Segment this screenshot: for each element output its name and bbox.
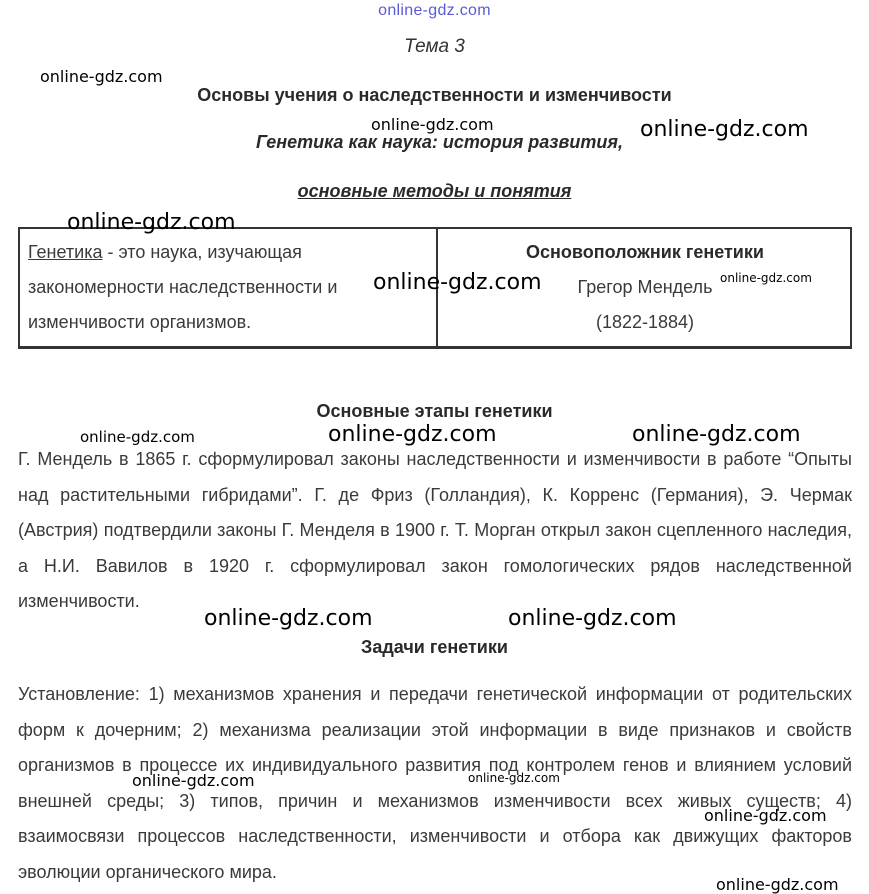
watermark: online-gdz.com xyxy=(468,771,560,785)
watermark: online-gdz.com xyxy=(508,606,677,631)
founder-years: (1822-1884) xyxy=(595,312,695,332)
watermark: online-gdz.com xyxy=(720,271,812,285)
watermark: online-gdz.com xyxy=(67,210,236,235)
watermark: online-gdz.com xyxy=(640,117,809,142)
watermark: online-gdz.com xyxy=(80,428,195,446)
watermark: online-gdz.com xyxy=(371,115,494,134)
definition-line-3: изменчивости организмов. xyxy=(28,312,252,332)
stages-paragraph: Г. Мендель в 1865 г. сформулировал законы наследственности и изменчивости в работе “Опыты над растительными гибридами”. Г. де Фриз (Голландия), К. Корренс (Германия), Э. Чермак (Австрия) подтвердили законы Г. Менделя в 1900 г. Т. Морган открыл закон сцепленного наследия, а Н.И. Вавилов в 1920 г. сформулировал закон гомологических рядов наследственной изменчивости. xyxy=(18,449,852,611)
founder-name: Грегор Мендель xyxy=(577,277,713,297)
watermark: online-gdz.com xyxy=(704,806,827,825)
stages-heading: Основные этапы генетики xyxy=(316,401,553,421)
subtitle-history-text: Генетика как наука: история развития, xyxy=(256,132,623,152)
definition-term: Генетика xyxy=(28,242,103,262)
tasks-paragraph: Установление: 1) механизмов хранения и передачи генетической информации от родительских форм к дочерним; 2) механизма реализации этой информации в виде признаков и свойств организмов в процессе их индивидуального развития под контролем генов и влиянием условий внешней среды; 3) типов, причин и механизмов изменчивости всех живых существ; 4) взаимосвязи процессов наследственности, изменчивости и отбора как движущих факторов эволюции органического мира. xyxy=(18,684,852,882)
page-title: Основы учения о наследственности и изменчивости xyxy=(197,85,672,105)
founder-heading: Основоположник генетики xyxy=(526,242,764,262)
definition-cell xyxy=(28,235,428,340)
watermark: online-gdz.com xyxy=(632,422,801,447)
watermark: online-gdz.com xyxy=(716,875,839,894)
watermark: online-gdz.com xyxy=(373,270,542,295)
tasks-heading: Задачи генетики xyxy=(361,637,508,657)
definition-line-1 xyxy=(28,235,428,270)
watermark: online-gdz.com xyxy=(328,422,497,447)
top-watermark: online-gdz.com xyxy=(378,2,491,19)
theme-label: Тема 3 xyxy=(404,36,465,57)
definition-line-2: закономерности наследственности и xyxy=(28,277,338,297)
watermark: online-gdz.com xyxy=(132,771,255,790)
subtitle-methods: основные методы и понятия xyxy=(297,181,572,201)
definition-text: - это наука, изучающая xyxy=(102,242,302,262)
watermark: online-gdz.com xyxy=(204,606,373,631)
watermark: online-gdz.com xyxy=(40,67,163,86)
